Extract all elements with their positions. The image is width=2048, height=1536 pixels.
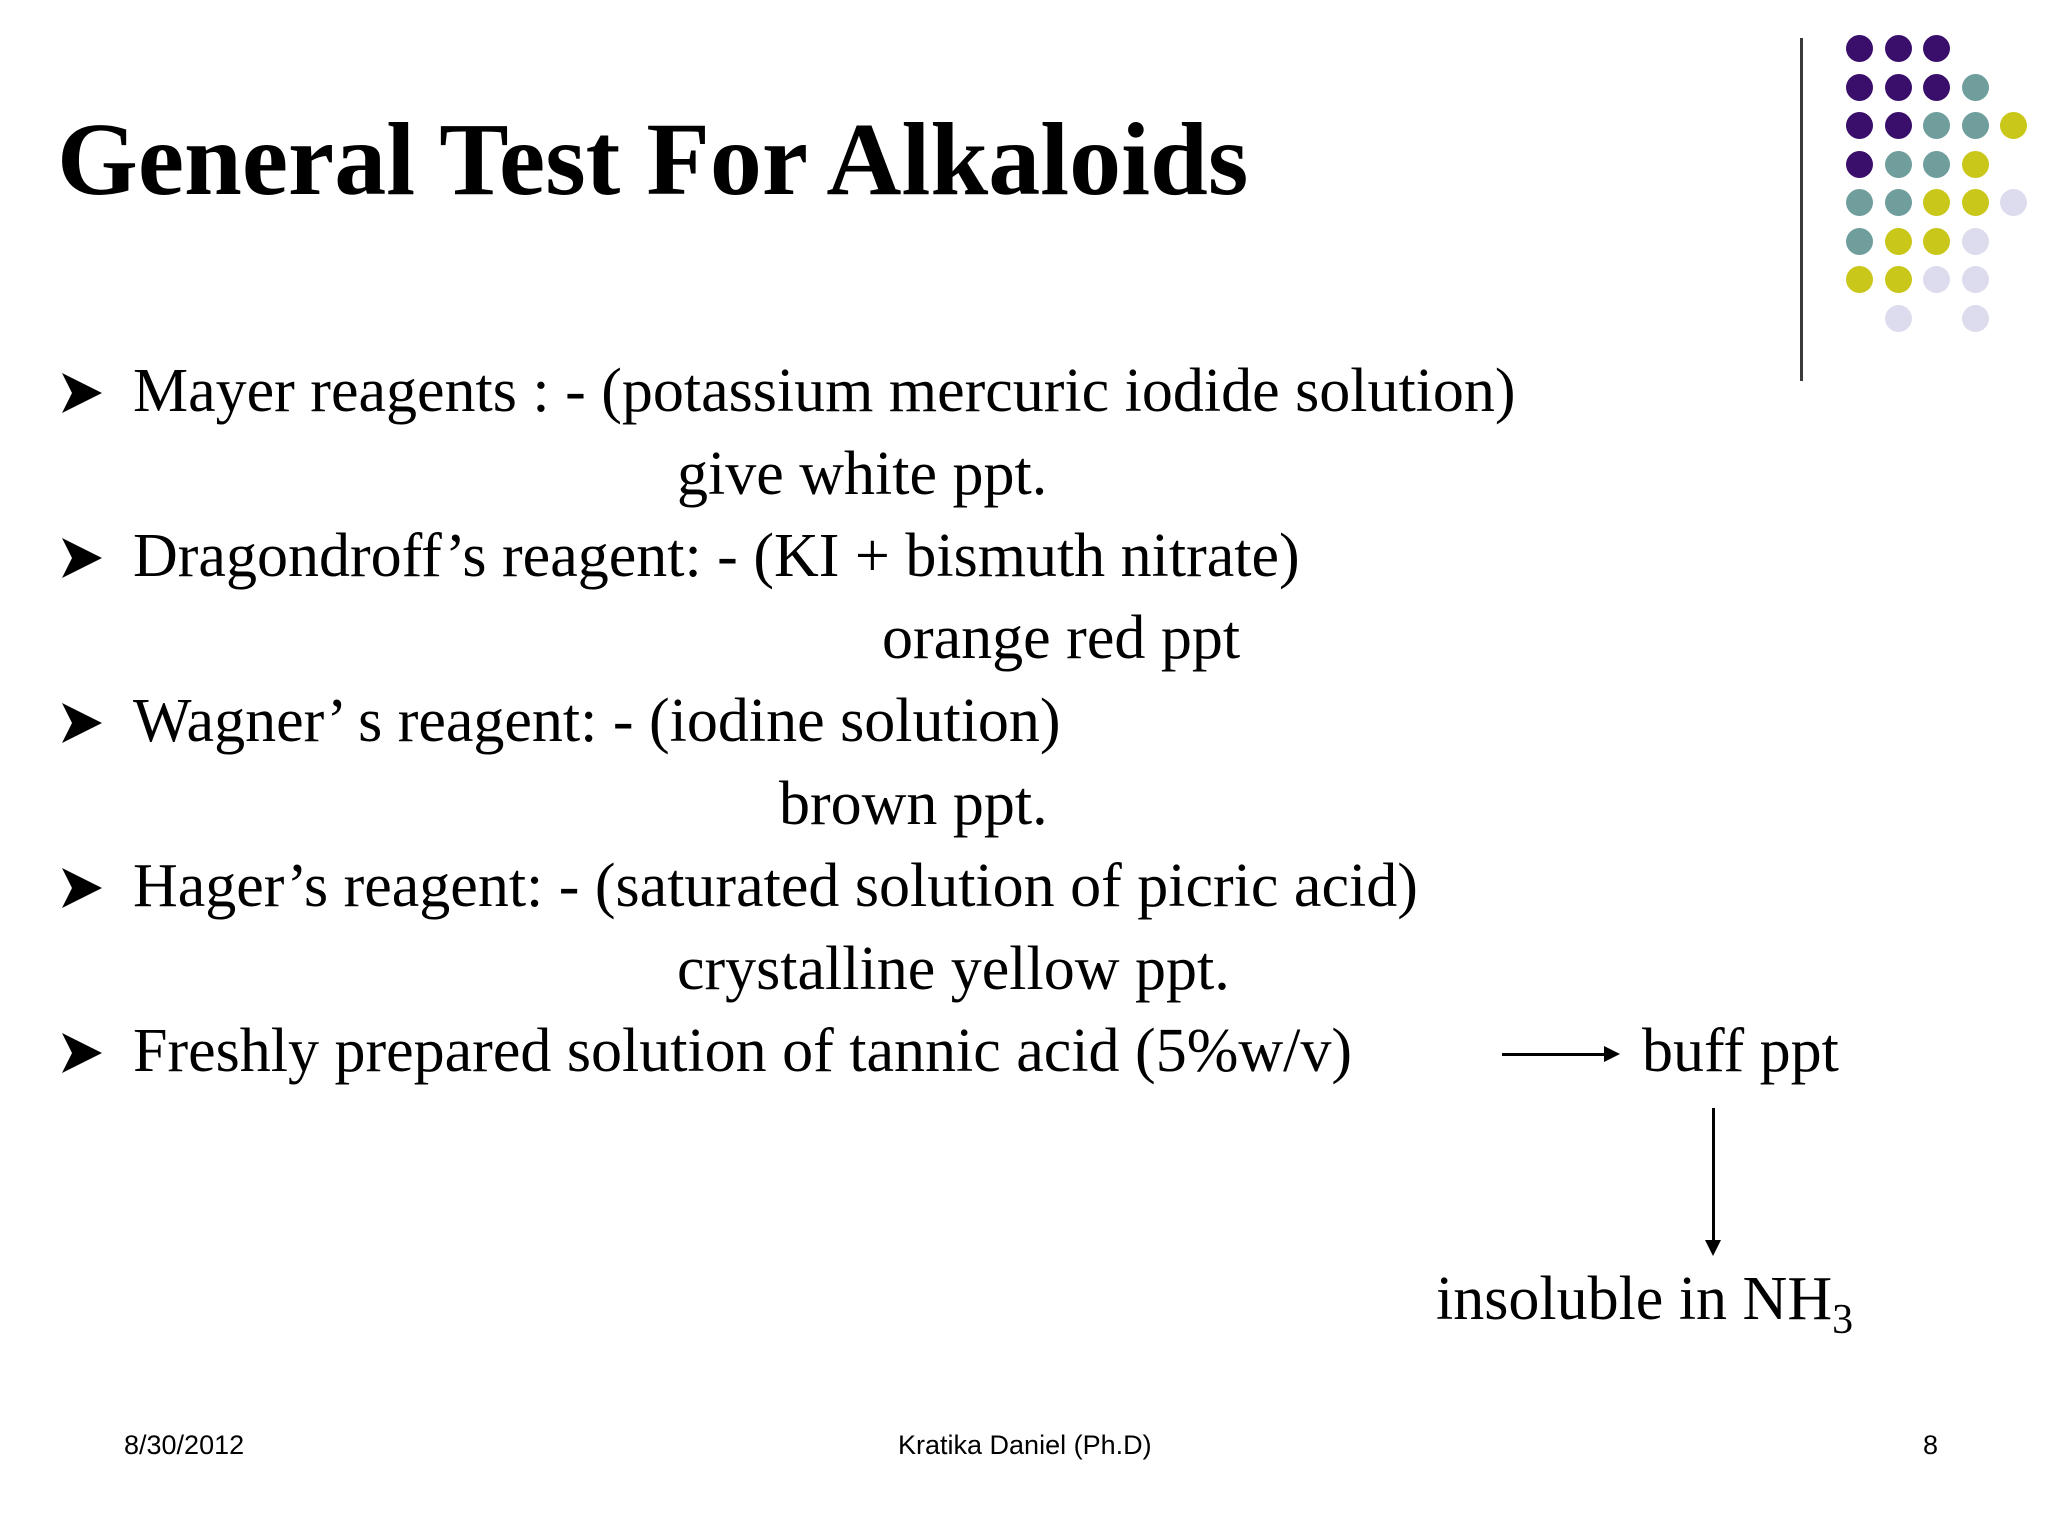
down-arrow-icon: [1712, 1108, 1715, 1250]
decorative-dot: [1846, 151, 1873, 178]
decorative-dot: [1885, 228, 1912, 255]
decorative-dot: [1846, 228, 1873, 255]
right-arrow-icon: [1502, 1053, 1616, 1056]
decorative-dot: [2000, 112, 2027, 139]
decorative-dot: [1962, 305, 1989, 332]
arrowhead-bullet-icon: [57, 863, 107, 913]
decorative-dot: [1846, 35, 1873, 62]
decorative-dot: [1923, 189, 1950, 216]
decorative-dot: [1962, 151, 1989, 178]
decorative-dot: [1962, 266, 1989, 293]
decorative-dot: [2000, 189, 2027, 216]
vertical-divider: [1800, 38, 1803, 381]
decorative-dot: [1885, 305, 1912, 332]
arrowhead-bullet-icon: [57, 368, 107, 418]
decorative-dot: [1846, 189, 1873, 216]
decorative-dot: [1923, 112, 1950, 139]
bullet-mayer-label: Mayer reagents : - (potassium mercuric iodide solution): [133, 357, 1516, 425]
followup-subscript: 3: [1832, 1297, 1854, 1343]
arrowhead-bullet-icon: [57, 533, 107, 583]
slide-title: General Test For Alkaloids: [57, 102, 1249, 217]
bullet-tannic-result: buff ppt: [1642, 1017, 1839, 1085]
decorative-dot: [1885, 112, 1912, 139]
decorative-dot: [1885, 189, 1912, 216]
bullet-dragondroff-label: Dragondroff’s reagent: - (KI + bismuth nitrate): [133, 522, 1300, 590]
bullet-hager-label: Hager’s reagent: - (saturated solution of picric acid): [133, 852, 1418, 920]
followup-text: insoluble in NH: [1436, 1265, 1833, 1333]
decorative-dot: [1846, 74, 1873, 101]
bullet-hager-result: crystalline yellow ppt.: [677, 935, 1230, 1003]
bullet-dragondroff-result: orange red ppt: [882, 604, 1241, 672]
decorative-dot: [1846, 266, 1873, 293]
decorative-dot: [1923, 151, 1950, 178]
bullet-wagner-result: brown ppt.: [779, 770, 1048, 838]
decorative-dot: [1885, 74, 1912, 101]
decorative-dot: [1923, 266, 1950, 293]
arrowhead-bullet-icon: [57, 698, 107, 748]
bullet-wagner-label: Wagner’ s reagent: - (iodine solution): [133, 687, 1061, 755]
footer-author: Kratika Daniel (Ph.D): [898, 1430, 1152, 1460]
bullet-tannic-followup: [1436, 1265, 1854, 1343]
arrowhead-bullet-icon: [57, 1028, 107, 1078]
decorative-dot: [1962, 189, 1989, 216]
decorative-dot: [1923, 35, 1950, 62]
decorative-dot: [1846, 112, 1873, 139]
bullet-tannic-label: Freshly prepared solution of tannic acid (5%w/v): [133, 1017, 1352, 1085]
decorative-dot: [1962, 74, 1989, 101]
decorative-dot: [1885, 151, 1912, 178]
footer-page-number: 8: [1923, 1430, 1939, 1460]
decorative-dot: [1923, 228, 1950, 255]
decorative-dot: [1962, 228, 1989, 255]
decorative-dot: [1885, 35, 1912, 62]
footer-date: 8/30/2012: [124, 1430, 245, 1460]
decorative-dot: [1923, 74, 1950, 101]
decorative-dot: [1885, 266, 1912, 293]
decorative-dot: [1962, 112, 1989, 139]
bullet-mayer-result: give white ppt.: [677, 440, 1048, 508]
